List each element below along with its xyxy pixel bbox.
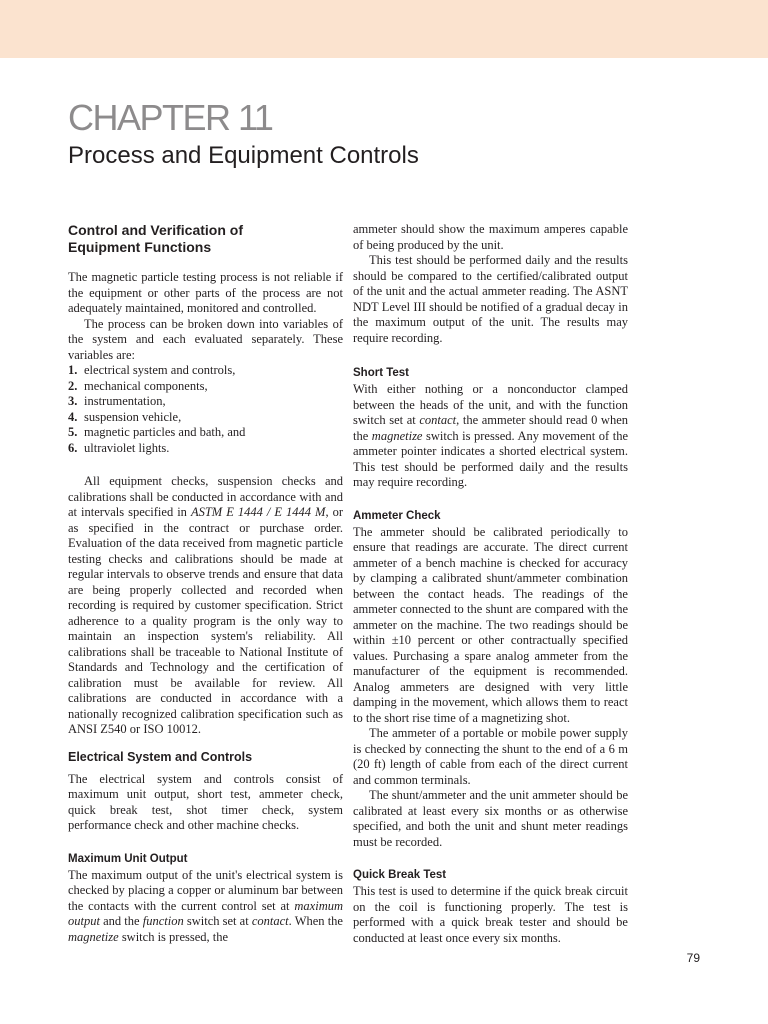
checks-text: All equipment checks, suspension checks and calibrations shall be conducted in accordance with and at intervals specified in — [68, 474, 343, 519]
checks-paragraph — [68, 474, 343, 738]
section-heading: Control and Verification of Equipment Functions — [68, 222, 244, 255]
list-text: electrical system and controls, — [84, 363, 236, 377]
list-item — [68, 363, 343, 379]
ammeter-paragraph-1: The ammeter should be calibrated periodically to ensure that readings are accurate. The direct current ammeter of a bench machine is checked for accuracy by clamping a calibrated shunt/ammeter combination between the contact heads. The readings of the ammeter connected to the shunt are compared with the ammeter on the machine. The two readings should be within ±10 percent or other contractually specified values. Purchasing a spare analog ammeter from the manufacturer of the equipment is recommended. Analog ammeters are designed with very little damping in the movement, which allows them to react to the short rise time of a magnetizing shot. — [353, 524, 628, 725]
list-item — [68, 394, 343, 410]
electrical-heading: Electrical System and Controls — [68, 749, 253, 764]
emphasis: maximum output — [68, 898, 343, 928]
text-run: switch set at — [183, 914, 252, 928]
list-number: 6. — [68, 440, 78, 455]
chapter-title: Process and Equipment Controls — [68, 142, 419, 169]
text-run: switch is pressed. Any movement of the ammeter pointer indicates a shorted electrical system. This test should be performed daily and the results may require recording. — [353, 428, 628, 489]
list-number: 1. — [68, 363, 78, 377]
emphasis: contact — [251, 914, 289, 928]
electrical-paragraph: The electrical system and controls consist of maximum unit output, short test, ammeter check, quick break test, shot timer check, system performance check and other machine checks. — [68, 771, 343, 832]
max-output-paragraph — [68, 868, 343, 946]
list-number: 3. — [68, 394, 78, 408]
quick-break-paragraph: This test is used to determine if the quick break circuit on the coil is functioning properly. The test is performed with a quick break tester and should be conducted at least once every six months. — [353, 884, 628, 945]
continued-paragraph: ammeter should show the maximum amperes capable of being produced by the unit. — [353, 222, 628, 252]
text-run: . When the — [288, 914, 343, 928]
list-item — [68, 441, 343, 457]
text-run: switch is pressed, the — [118, 929, 229, 944]
page-number: 79 — [686, 951, 700, 965]
list-number: 5. — [68, 425, 78, 439]
short-test-paragraph — [353, 382, 628, 491]
header-band — [0, 0, 768, 58]
daily-test-paragraph: This test should be performed daily and the results should be compared to the certified/calibrated output of the unit and the actual ammeter reading. The ASNT NDT Level III should be notified of a gradual decay in the maximum output of the unit. The results may require recording. — [353, 253, 628, 345]
list-item — [68, 379, 343, 395]
chapter-label: CHAPTER 11 — [68, 97, 273, 138]
list-text: magnetic particles and bath, and — [84, 425, 246, 439]
variables-list — [68, 363, 343, 456]
checks-text: , or as specified in the contract or purchase order. Evaluation of the data received from magnetic particle testing checks and calibrations should be made at regular intervals to observe trends and ensure that data are being properly collected and recorded when recording is required by customer specification. Strict adherence to a quality program is the only way to maintain an inspection system's reliability. All calibrations shall be traceable to National Institute of Standards and Technology and the certification of calibration must be available for review. All calibrations are conducted in accordance with a nationally recognized calibration specification such as ANSI Z540 or ISO 10012. — [68, 505, 343, 736]
quick-break-heading: Quick Break Test — [353, 869, 447, 881]
text-run: and the — [99, 914, 143, 928]
right-column — [353, 222, 628, 946]
left-column — [68, 222, 343, 945]
emphasis: magnetize — [68, 929, 119, 944]
list-text: suspension vehicle, — [84, 409, 182, 424]
list-text: instrumentation, — [84, 394, 166, 408]
list-number: 2. — [68, 378, 78, 393]
intro-paragraph-2: The process can be broken down into variables of the system and each evaluated separately. These variables are: — [68, 316, 343, 362]
list-number: 4. — [68, 409, 78, 424]
intro-paragraph-1: The magnetic particle testing process is not reliable if the equipment or other parts of the process are not adequately maintained, monitored and controlled. — [68, 270, 343, 315]
standard-reference: ASTM E 1444 / E 1444 M — [190, 505, 326, 519]
max-output-heading: Maximum Unit Output — [68, 852, 188, 865]
emphasis: magnetize — [371, 428, 423, 443]
ammeter-paragraph-3: The shunt/ammeter and the unit ammeter should be calibrated at least every six months or as otherwise specified, and both the unit and shunt meter readings must be recorded. — [353, 788, 628, 849]
ammeter-paragraph-2: The ammeter of a portable or mobile power supply is checked by connecting the shunt to the end of a 6 m (20 ft) length of cable from each of the direct current and common terminals. — [353, 726, 628, 787]
short-test-heading: Short Test — [353, 367, 410, 379]
emphasis: function — [142, 914, 184, 928]
list-text: ultraviolet lights. — [84, 440, 170, 455]
ammeter-check-heading: Ammeter Check — [353, 509, 441, 522]
list-item — [68, 410, 343, 426]
emphasis: contact — [419, 413, 457, 427]
text-run: The maximum output of the unit's electrical system is checked by placing a copper or aluminum bar between the contacts with the current control set at — [68, 867, 343, 913]
text-run: , the ammeter should read 0 when the — [353, 413, 629, 443]
text-run: With either nothing or a nonconductor clamped between the heads of the unit, and with the function switch set at — [353, 382, 628, 427]
list-item — [68, 425, 343, 441]
list-text: mechanical components, — [84, 378, 208, 393]
